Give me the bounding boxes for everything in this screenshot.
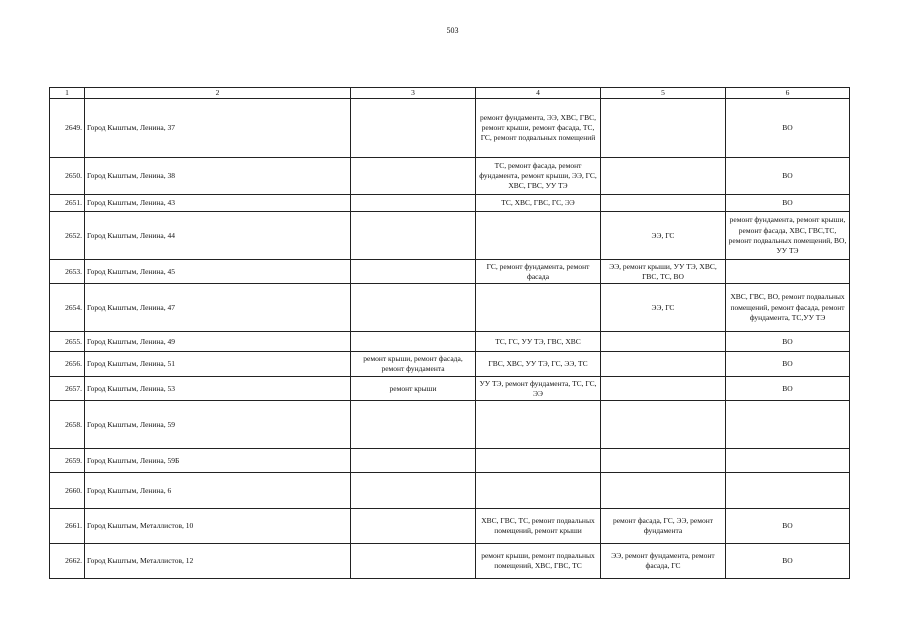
row-number: 2662. (50, 544, 85, 579)
address-cell: Город Кыштым, Металлистов, 10 (85, 509, 351, 544)
col4-cell (476, 212, 601, 260)
col6-cell: ХВС, ГВС, ВО, ремонт подвальных помещений, ремонт фасада, ремонт фундамента, ТС,УУ ТЭ (726, 284, 850, 332)
col3-cell: ремонт крыши (351, 377, 476, 401)
table-row (50, 509, 850, 544)
row-number: 2660. (50, 473, 85, 509)
col3-cell (351, 449, 476, 473)
col3-cell (351, 212, 476, 260)
address-cell: Город Кыштым, Ленина, 47 (85, 284, 351, 332)
col6-cell (726, 449, 850, 473)
page-number: 503 (446, 26, 459, 35)
table-row (50, 401, 850, 449)
col5-cell: ремонт фасада, ГС, ЭЭ, ремонт фундамента (601, 509, 726, 544)
col5-cell (601, 158, 726, 195)
col6-cell: ВО (726, 544, 850, 579)
row-number: 2654. (50, 284, 85, 332)
col4-cell: ремонт крыши, ремонт подвальных помещений, ХВС, ГВС, ТС (476, 544, 601, 579)
col3-cell (351, 260, 476, 284)
col5-cell (601, 195, 726, 212)
col5-cell: ЭЭ, ремонт фундамента, ремонт фасада, ГС (601, 544, 726, 579)
address-cell: Город Кыштым, Ленина, 51 (85, 352, 351, 377)
col6-cell (726, 473, 850, 509)
col3-cell (351, 158, 476, 195)
table-row (50, 158, 850, 195)
col3-cell (351, 99, 476, 158)
table-row (50, 544, 850, 579)
col4-cell: ремонт фундамента, ЭЭ, ХВС, ГВС, ремонт крыши, ремонт фасада, ТС, ГС, ремонт подвальных помещений (476, 99, 601, 158)
col5-cell (601, 352, 726, 377)
column-header: 3 (351, 88, 476, 99)
address-cell: Город Кыштым, Ленина, 49 (85, 332, 351, 352)
col3-cell (351, 509, 476, 544)
col4-cell (476, 284, 601, 332)
col4-cell: ТС, ХВС, ГВС, ГС, ЭЭ (476, 195, 601, 212)
col3-cell: ремонт крыши, ремонт фасада, ремонт фундамента (351, 352, 476, 377)
col5-cell (601, 99, 726, 158)
col4-cell: ГС, ремонт фундамента, ремонт фасада (476, 260, 601, 284)
col4-cell: УУ ТЭ, ремонт фундамента, ТС, ГС, ЭЭ (476, 377, 601, 401)
col6-cell (726, 260, 850, 284)
table-row (50, 352, 850, 377)
col3-cell (351, 332, 476, 352)
row-number: 2652. (50, 212, 85, 260)
col6-cell: ВО (726, 377, 850, 401)
col6-cell: ВО (726, 332, 850, 352)
col5-cell (601, 401, 726, 449)
table-row (50, 473, 850, 509)
table-row (50, 212, 850, 260)
col4-cell: ТС, ГС, УУ ТЭ, ГВС, ХВС (476, 332, 601, 352)
col5-cell: ЭЭ, ГС (601, 212, 726, 260)
column-header: 4 (476, 88, 601, 99)
table-header-row (50, 88, 850, 99)
col6-cell: ВО (726, 352, 850, 377)
column-header: 2 (85, 88, 351, 99)
address-cell: Город Кыштым, Металлистов, 12 (85, 544, 351, 579)
row-number: 2661. (50, 509, 85, 544)
col6-cell: ВО (726, 195, 850, 212)
address-cell: Город Кыштым, Ленина, 6 (85, 473, 351, 509)
table-row (50, 284, 850, 332)
col5-cell (601, 377, 726, 401)
table-row (50, 99, 850, 158)
col4-cell (476, 473, 601, 509)
address-cell: Город Кыштым, Ленина, 45 (85, 260, 351, 284)
column-header: 1 (50, 88, 85, 99)
col4-cell: ТС, ремонт фасада, ремонт фундамента, ремонт крыши, ЭЭ, ГС, ХВС, ГВС, УУ ТЭ (476, 158, 601, 195)
col5-cell (601, 449, 726, 473)
col4-cell: ХВС, ГВС, ТС, ремонт подвальных помещений, ремонт крыши (476, 509, 601, 544)
col3-cell (351, 473, 476, 509)
col4-cell (476, 449, 601, 473)
table-row (50, 195, 850, 212)
col6-cell: ВО (726, 158, 850, 195)
address-cell: Город Кыштым, Ленина, 38 (85, 158, 351, 195)
row-number: 2658. (50, 401, 85, 449)
table-row (50, 377, 850, 401)
address-cell: Город Кыштым, Ленина, 59 (85, 401, 351, 449)
table-row (50, 260, 850, 284)
col4-cell: ГВС, ХВС, УУ ТЭ, ГС, ЭЭ, ТС (476, 352, 601, 377)
col3-cell (351, 195, 476, 212)
table-row (50, 332, 850, 352)
row-number: 2649. (50, 99, 85, 158)
address-cell: Город Кыштым, Ленина, 37 (85, 99, 351, 158)
col5-cell (601, 332, 726, 352)
col6-cell (726, 401, 850, 449)
col6-cell: ВО (726, 509, 850, 544)
row-number: 2659. (50, 449, 85, 473)
column-header: 5 (601, 88, 726, 99)
row-number: 2656. (50, 352, 85, 377)
row-number: 2650. (50, 158, 85, 195)
col5-cell: ЭЭ, ГС (601, 284, 726, 332)
col3-cell (351, 284, 476, 332)
row-number: 2655. (50, 332, 85, 352)
col4-cell (476, 401, 601, 449)
address-cell: Город Кыштым, Ленина, 59Б (85, 449, 351, 473)
address-cell: Город Кыштым, Ленина, 53 (85, 377, 351, 401)
data-table (49, 87, 850, 579)
column-header: 6 (726, 88, 850, 99)
address-cell: Город Кыштым, Ленина, 43 (85, 195, 351, 212)
col6-cell: ремонт фундамента, ремонт крыши, ремонт фасада, ХВС, ГВС,ТС, ремонт подвальных помещений, ВО, УУ ТЭ (726, 212, 850, 260)
col5-cell: ЭЭ, ремонт крыши, УУ ТЭ, ХВС, ГВС, ТС, ВО (601, 260, 726, 284)
row-number: 2653. (50, 260, 85, 284)
col3-cell (351, 544, 476, 579)
col3-cell (351, 401, 476, 449)
address-cell: Город Кыштым, Ленина, 44 (85, 212, 351, 260)
row-number: 2651. (50, 195, 85, 212)
row-number: 2657. (50, 377, 85, 401)
col6-cell: ВО (726, 99, 850, 158)
col5-cell (601, 473, 726, 509)
table-row (50, 449, 850, 473)
